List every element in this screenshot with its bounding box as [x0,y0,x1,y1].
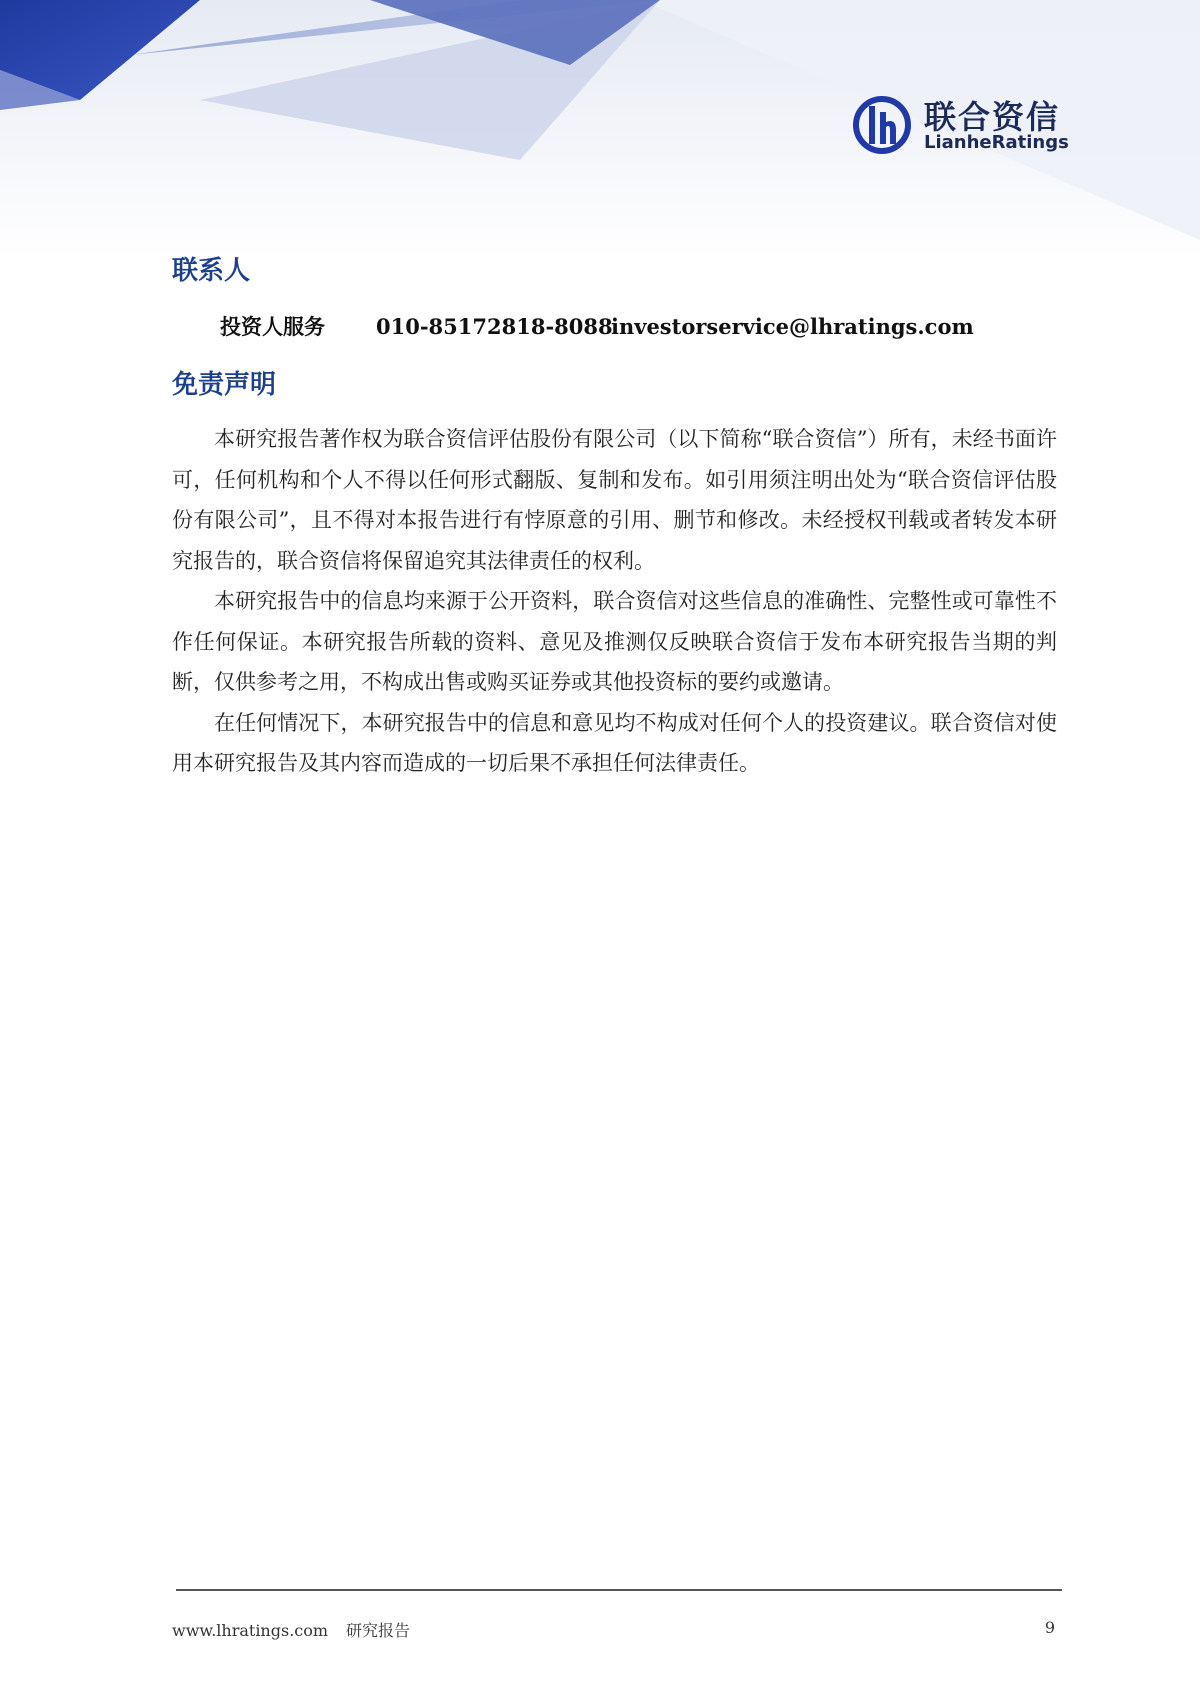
contact-section-title: 联系人 [172,256,251,286]
logo-name-en: LianheRatings [924,132,1069,153]
disclaimer-body [172,419,1057,784]
logo-name-cn: 联合资信 [924,98,1061,136]
brand-logo [852,92,1072,162]
footer-page-number: 9 [1044,1618,1055,1637]
footer-divider [176,1589,1062,1591]
contact-email[interactable]: investorservice@lhratings.com [611,314,974,339]
footer-left [172,1618,410,1641]
contact-phone: 010-85172818-8088 [376,314,613,339]
disclaimer-paragraph-2: 本研究报告中的信息均来源于公开资料，联合资信对这些信息的准确性、完整性或可靠性不作任何保证。本研究报告所载的资料、意见及推测仅反映联合资信于发布本研究报告当期的判断，仅供参考之用，不构成出售或购买证券或其他投资标的要约或邀请。 [172,589,1057,694]
footer-doc-type: 研究报告 [346,1621,411,1640]
disclaimer-paragraph-3: 在任何情况下，本研究报告中的信息和意见均不构成对任何个人的投资建议。联合资信对使用本研究报告及其内容而造成的一切后果不承担任何法律责任。 [172,710,1057,775]
disclaimer-paragraph-1: 本研究报告著作权为联合资信评估股份有限公司（以下简称“联合资信”）所有，未经书面许可，任何机构和个人不得以任何形式翻版、复制和发布。如引用须注明出处为“联合资信评估股份有限公司”，且不得对本报告进行有悖原意的引用、删节和修改。未经授权刊载或者转发本研究报告的，联合资信将保留追究其法律责任的权利。 [172,427,1057,573]
lianhe-logo-icon [852,92,912,158]
disclaimer-section-title: 免责声明 [172,370,277,400]
contact-label: 投资人服务 [220,315,325,339]
contact-row [220,311,974,341]
footer-website[interactable]: www.lhratings.com [172,1621,329,1640]
